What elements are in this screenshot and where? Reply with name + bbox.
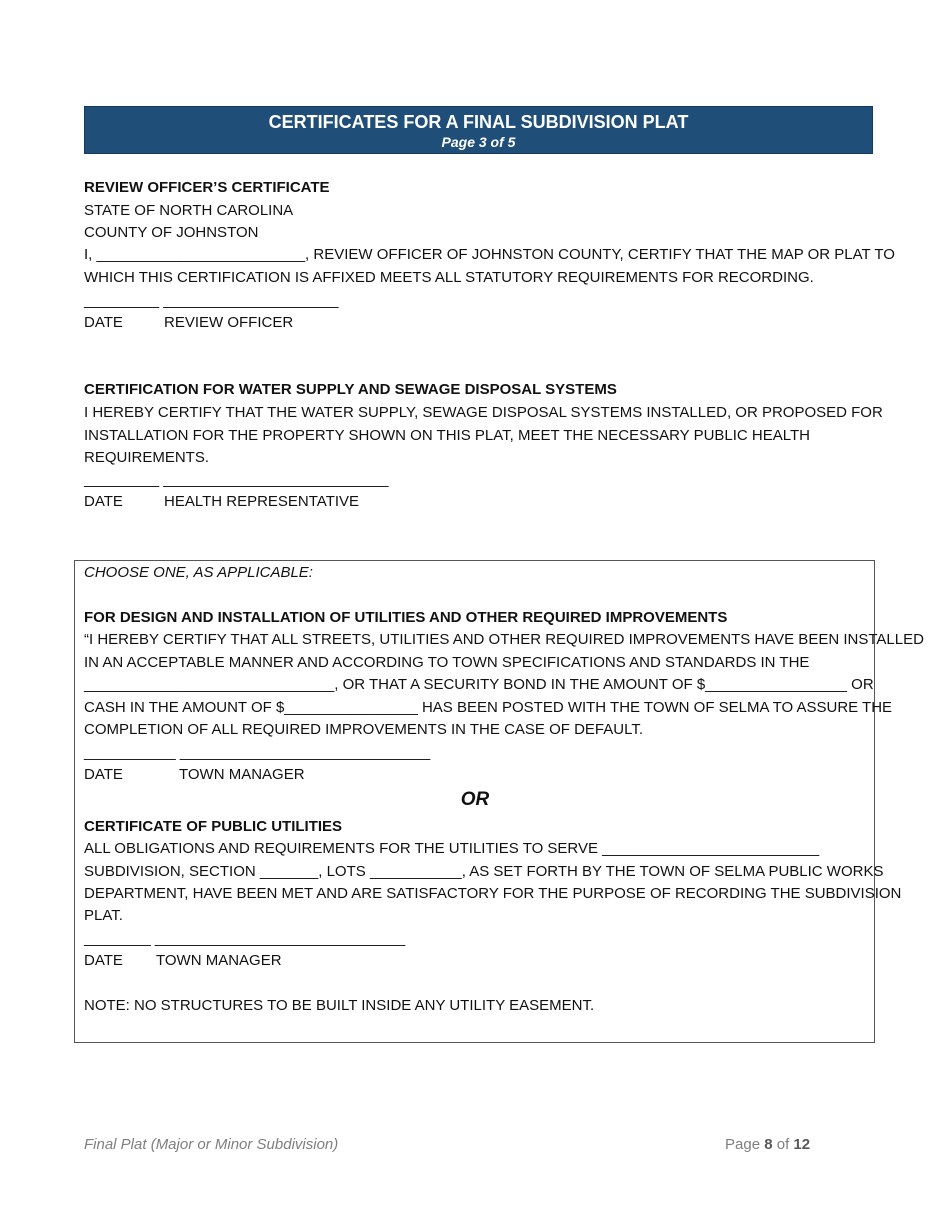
water-signature-line: _________ ___________________________ — [84, 471, 389, 488]
utilities-line2: SUBDIVISION, SECTION _______, LOTS ___________, AS SET FORTH BY THE TOWN OF SELMA PUBLIC WORKS — [84, 863, 884, 880]
water-body-line1: I HEREBY CERTIFY THAT THE WATER SUPPLY, SEWAGE DISPOSAL SYSTEMS INSTALLED, OR PROPOSED FOR — [84, 404, 883, 421]
utilities-line4: PLAT. — [84, 907, 123, 924]
footer-page-current: 8 — [764, 1136, 773, 1153]
design-heading: FOR DESIGN AND INSTALLATION OF UTILITIES AND OTHER REQUIRED IMPROVEMENTS — [84, 609, 728, 626]
utilities-role-label: TOWN MANAGER — [156, 952, 282, 969]
water-body-line2: INSTALLATION FOR THE PROPERTY SHOWN ON THIS PLAT, MEET THE NECESSARY PUBLIC HEALTH — [84, 427, 810, 444]
review-body-line1: I, _________________________, REVIEW OFFICER OF JOHNSTON COUNTY, CERTIFY THAT THE MAP OR PLAT TO — [84, 246, 895, 263]
design-role-label: TOWN MANAGER — [179, 766, 305, 783]
choose-note: CHOOSE ONE, AS APPLICABLE: — [84, 564, 313, 581]
design-line4: CASH IN THE AMOUNT OF $________________ HAS BEEN POSTED WITH THE TOWN OF SELMA TO ASSURE THE — [84, 699, 893, 716]
design-line5: COMPLETION OF ALL REQUIRED IMPROVEMENTS IN THE CASE OF DEFAULT. — [84, 721, 643, 738]
easement-note: NOTE: NO STRUCTURES TO BE BUILT INSIDE ANY UTILITY EASEMENT. — [84, 997, 595, 1014]
review-signature-line: _________ _____________________ — [84, 292, 339, 309]
review-role-label: REVIEW OFFICER — [164, 314, 294, 331]
review-signature-labels — [84, 312, 293, 334]
design-signature-line: ___________ ______________________________ — [84, 744, 431, 761]
utilities-line1: ALL OBLIGATIONS AND REQUIREMENTS FOR THE UTILITIES TO SERVE __________________________ — [84, 840, 820, 857]
footer-page-prefix: Page — [725, 1136, 761, 1153]
header-title: CERTIFICATES FOR A FINAL SUBDIVISION PLAT — [268, 112, 689, 132]
water-date-label: DATE — [84, 493, 123, 510]
utilities-line3: DEPARTMENT, HAVE BEEN MET AND ARE SATISFACTORY FOR THE PURPOSE OF RECORDING THE SUBDIVISION — [84, 885, 902, 902]
review-body-line2: WHICH THIS CERTIFICATION IS AFFIXED MEETS ALL STATUTORY REQUIREMENTS FOR RECORDING. — [84, 269, 814, 286]
design-line2: IN AN ACCEPTABLE MANNER AND ACCORDING TO TOWN SPECIFICATIONS AND STANDARDS IN THE — [84, 654, 810, 671]
utilities-heading: CERTIFICATE OF PUBLIC UTILITIES — [84, 818, 343, 835]
footer-of-label: of — [776, 1136, 790, 1153]
review-county: COUNTY OF JOHNSTON — [84, 224, 259, 241]
design-line3: ______________________________, OR THAT A SECURITY BOND IN THE AMOUNT OF $_________________ OR — [84, 676, 874, 693]
utilities-signature-line: ________ ______________________________ — [84, 930, 406, 947]
utilities-signature-labels — [84, 950, 282, 972]
water-body-line3: REQUIREMENTS. — [84, 449, 210, 466]
review-heading: REVIEW OFFICER’S CERTIFICATE — [84, 179, 330, 196]
design-date-label: DATE — [84, 766, 123, 783]
footer-page-total: 12 — [793, 1136, 811, 1153]
design-line1: “I HEREBY CERTIFY THAT ALL STREETS, UTILITIES AND OTHER REQUIRED IMPROVEMENTS HAVE BEEN INSTALLED — [84, 631, 924, 648]
utilities-date-label: DATE — [84, 952, 123, 969]
page-header-banner — [84, 106, 873, 154]
footer-page-number — [725, 1136, 810, 1153]
water-signature-labels — [84, 491, 359, 513]
review-date-label: DATE — [84, 314, 123, 331]
footer-document-title: Final Plat (Major or Minor Subdivision) — [84, 1136, 339, 1153]
review-state: STATE OF NORTH CAROLINA — [84, 202, 294, 219]
water-role-label: HEALTH REPRESENTATIVE — [164, 493, 360, 510]
or-label: OR — [460, 789, 490, 810]
water-heading: CERTIFICATION FOR WATER SUPPLY AND SEWAGE DISPOSAL SYSTEMS — [84, 381, 617, 398]
design-signature-labels — [84, 764, 305, 786]
header-subtitle: Page 3 of 5 — [441, 134, 516, 150]
